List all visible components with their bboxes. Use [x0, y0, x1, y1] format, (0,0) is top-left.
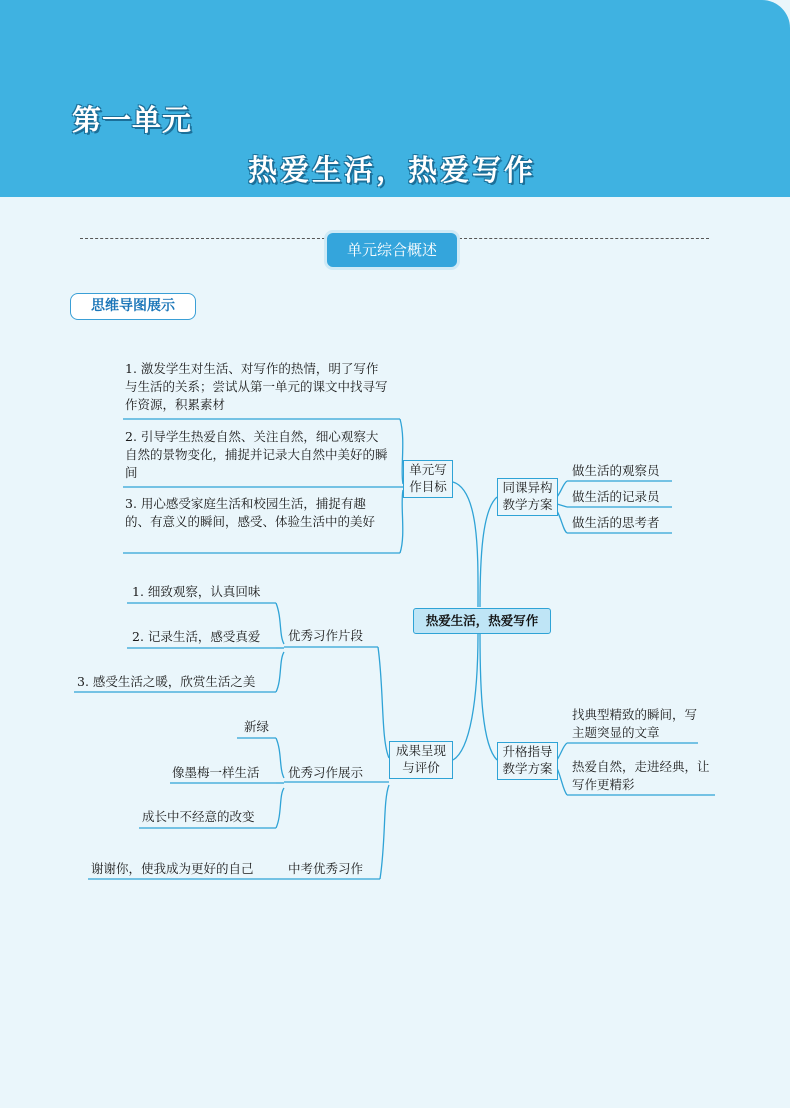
exam-label: 中考优秀习作 — [288, 861, 364, 876]
unit-subtitle: 热爱生活，热爱写作 — [248, 153, 537, 187]
overview-banner: 单元综合概述 — [327, 233, 457, 267]
exam-item: 谢谢你，使我成为更好的自己 — [91, 861, 254, 876]
unit-title: 第一单元 — [72, 103, 193, 137]
fragment-item-1: 1. 细致观察，认真回味 — [132, 584, 261, 599]
goals-node: 单元写作目标 — [403, 460, 453, 498]
fragment-item-2: 2. 记录生活，感受真爱 — [132, 629, 261, 644]
showcase-item-1: 新绿 — [244, 719, 270, 734]
same-lesson-node: 同课异构教学方案 — [497, 478, 558, 516]
upgrade-item-2: 热爱自然，走进经典，让写作更精彩 — [572, 759, 710, 792]
showcase-item-2: 像墨梅一样生活 — [172, 765, 260, 780]
same-lesson-item-1: 做生活的观察员 — [572, 463, 660, 478]
showcase-label: 优秀习作展示 — [288, 765, 364, 780]
upgrade-node: 升格指导教学方案 — [497, 742, 558, 780]
goal-item-1: 1. 激发学生对生活、对写作的热情，明了写作与生活的关系；尝试从第一单元的课文中找寻写作资源，积累素材 — [125, 361, 388, 412]
same-lesson-item-3: 做生活的思考者 — [572, 515, 660, 530]
same-lesson-item-2: 做生活的记录员 — [572, 489, 660, 504]
fragment-item-3: 3. 感受生活之暖，欣赏生活之美 — [77, 674, 256, 689]
fragments-label: 优秀习作片段 — [288, 628, 364, 643]
goal-item-3: 3. 用心感受家庭生活和校园生活，捕捉有趣的、有意义的瞬间，感受、体验生活中的美好 — [125, 496, 376, 529]
center-node: 热爱生活，热爱写作 — [413, 608, 551, 634]
upgrade-item-1: 找典型精致的瞬间，写主题突显的文章 — [572, 707, 698, 740]
mindmap-section-tab: 思维导图展示 — [70, 293, 196, 320]
goal-item-2: 2. 引导学生热爱自然、关注自然，细心观察大自然的景物变化，捕捉并记录大自然中美好的瞬间 — [125, 429, 388, 480]
showcase-item-3: 成长中不经意的改变 — [142, 809, 255, 824]
results-node: 成果呈现与评价 — [389, 741, 453, 779]
